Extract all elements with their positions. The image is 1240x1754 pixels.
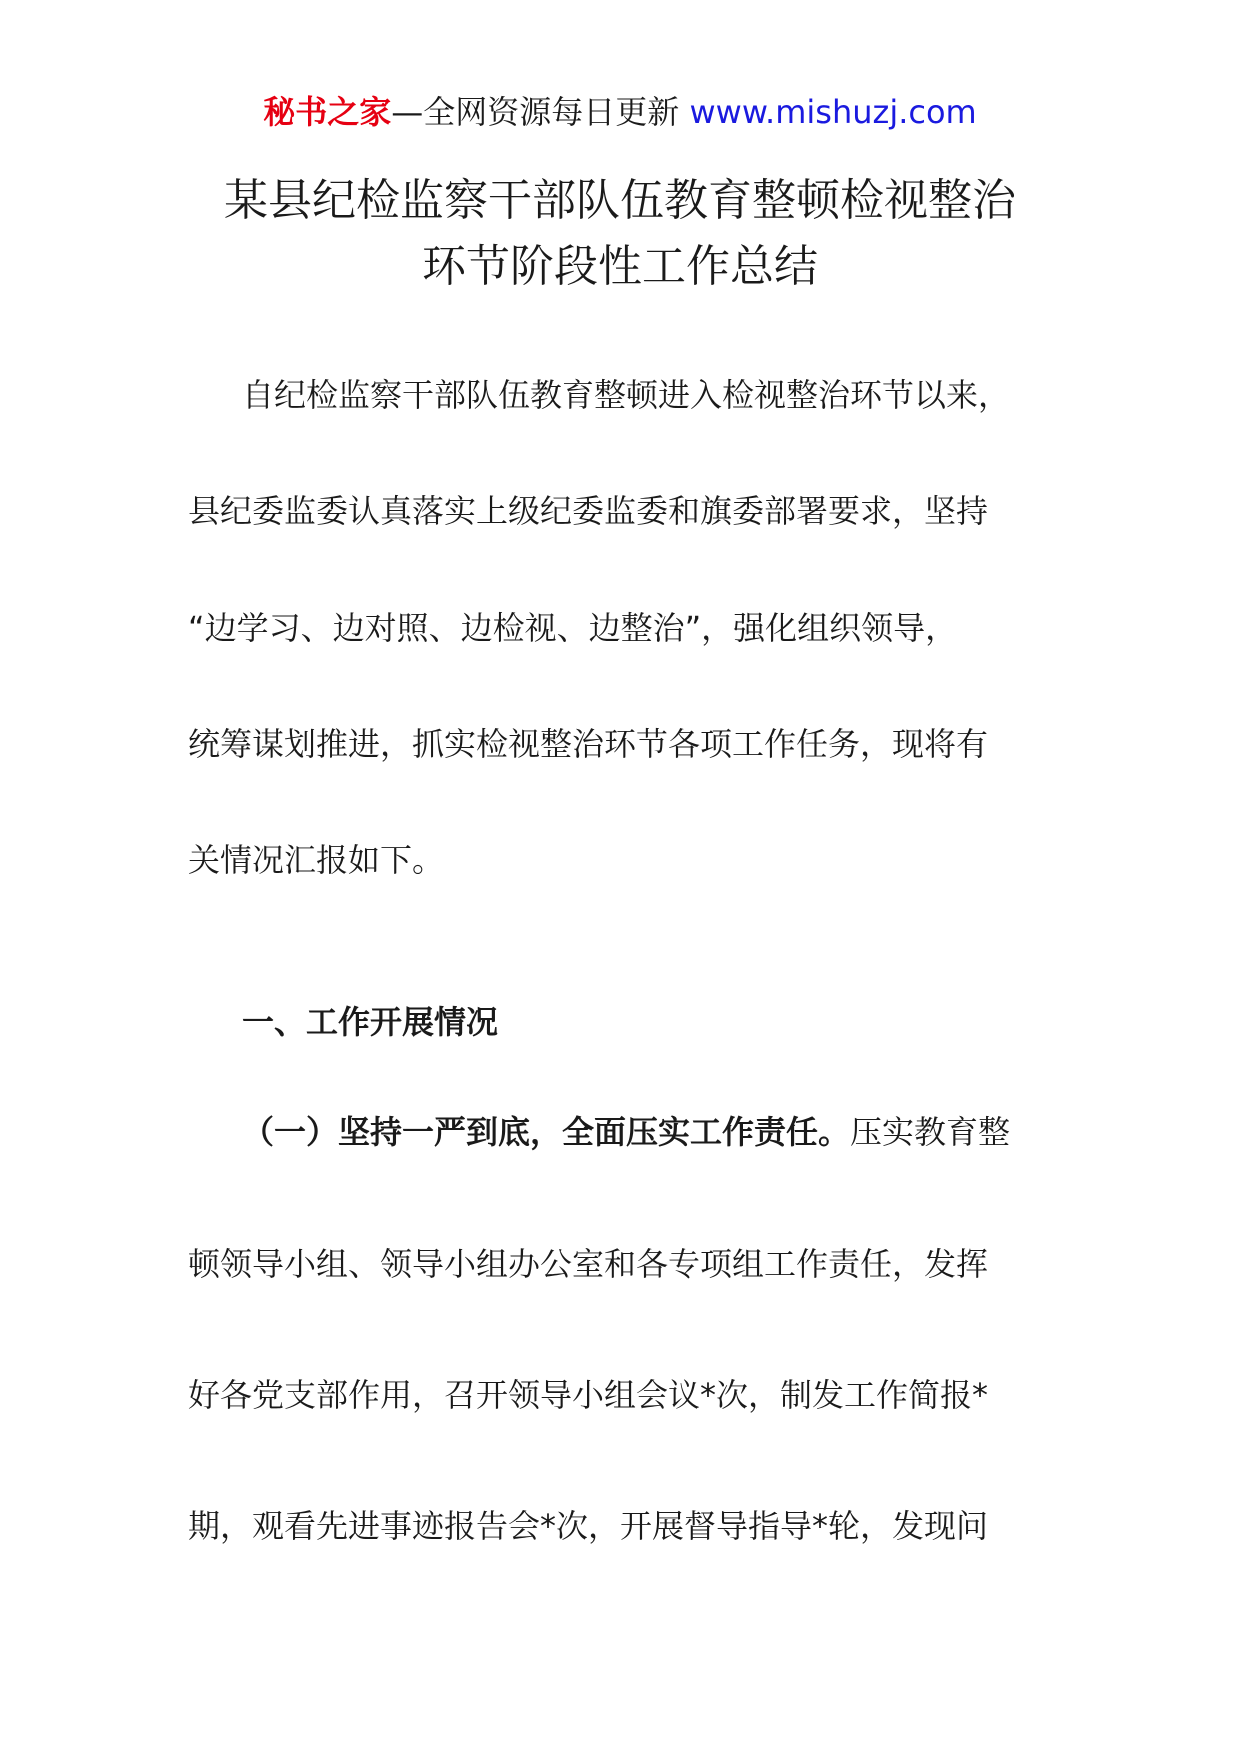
subsection-heading: （一）坚持一严到底，全面压实工作责任。 bbox=[242, 1113, 851, 1151]
title-line-2: 环节阶段性工作总结 bbox=[422, 241, 818, 292]
title-line-1: 某县纪检监察干部队伍教育整顿检视整治 bbox=[224, 175, 1016, 226]
header-tagline: —全网资源每日更新 bbox=[391, 93, 690, 131]
intro-line-4: 统筹谋划推进，抓实检视整治环节各项工作任务，现将有 bbox=[188, 725, 989, 763]
subsection-line-4: 期，观看先进事迹报告会*次，开展督导指导*轮，发现问 bbox=[188, 1507, 989, 1545]
site-url-link[interactable]: www.mishuzj.com bbox=[689, 93, 977, 131]
section-heading: 一、工作开展情况 bbox=[242, 1003, 499, 1041]
brand-name: 秘书之家 bbox=[263, 93, 392, 131]
subsection-first-line-tail: 压实教育整 bbox=[850, 1113, 1011, 1151]
intro-line-1: 自纪检监察干部队伍教育整顿进入检视整治环节以来， bbox=[242, 376, 1011, 414]
document-title bbox=[0, 168, 1240, 300]
intro-line-2: 县纪委监委认真落实上级纪委监委和旗委部署要求，坚持 bbox=[188, 492, 989, 530]
subsection-line-3: 好各党支部作用，召开领导小组会议*次，制发工作简报* bbox=[188, 1376, 989, 1414]
subsection-line-2: 顿领导小组、领导小组办公室和各专项组工作责任，发挥 bbox=[188, 1245, 989, 1283]
subsection-first-line bbox=[242, 1112, 1010, 1152]
site-header bbox=[0, 92, 1240, 132]
intro-line-3: “边学习、边对照、边检视、边整治”，强化组织领导， bbox=[188, 609, 958, 647]
intro-line-5: 关情况汇报如下。 bbox=[188, 841, 445, 879]
